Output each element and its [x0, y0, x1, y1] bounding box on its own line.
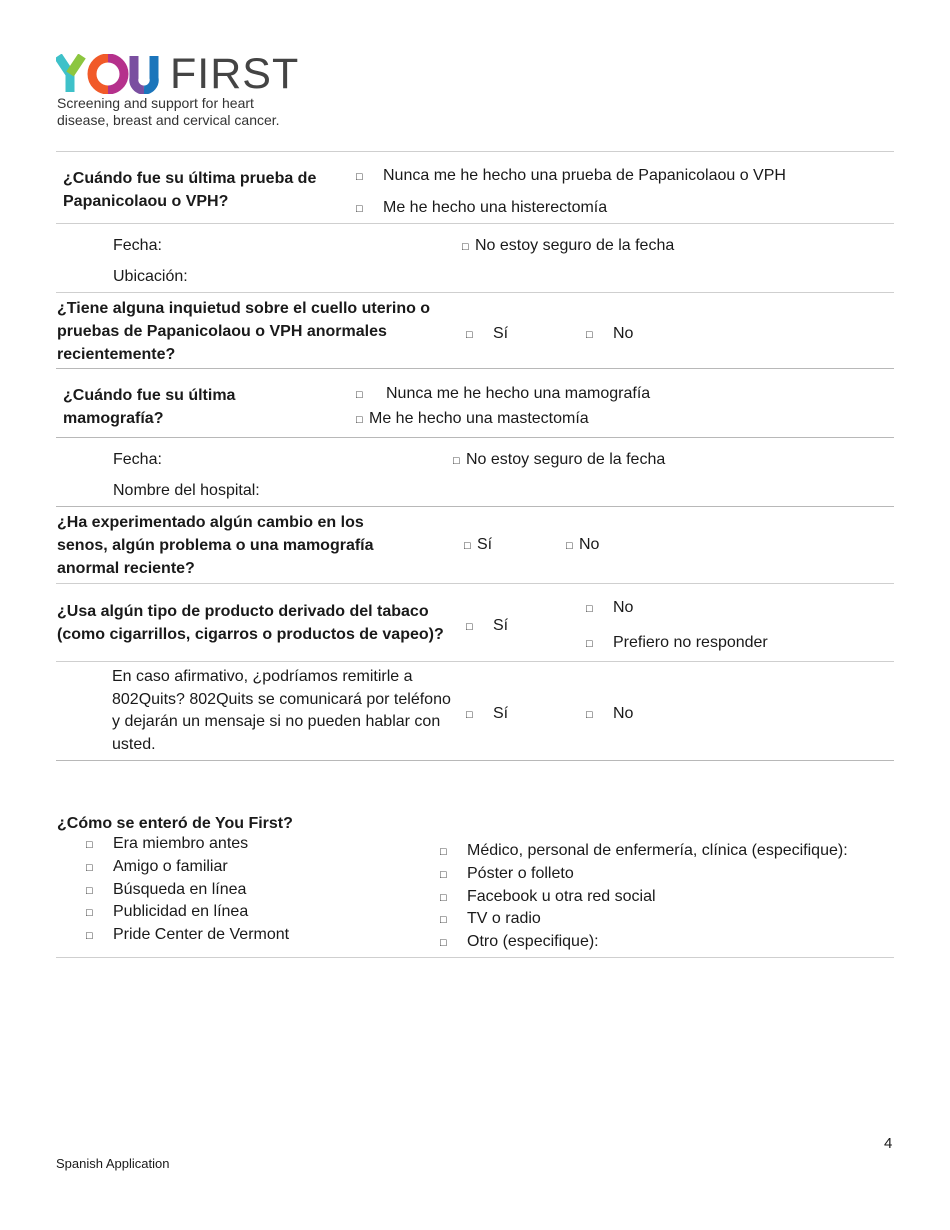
mammo-never-label: Nunca me he hecho una mamografía	[386, 385, 651, 402]
logo-o-left	[92, 58, 108, 90]
divider	[56, 292, 894, 293]
logo-y-left	[58, 56, 70, 92]
source-left-option-label: Pride Center de Vermont	[113, 926, 290, 944]
divider	[56, 437, 894, 438]
logo-y-right	[70, 56, 82, 74]
mammo-mastectomy-checkbox[interactable]: □	[356, 414, 363, 426]
cervix-concern-question: ¿Tiene alguna inquietud sobre el cuello uterino o pruebas de Papanicolaou o VPH anormales recientemente?	[57, 300, 431, 363]
source-left-option-label: Amigo o familiar	[113, 857, 228, 875]
source-right-option-label: Facebook u otra red social	[467, 887, 656, 905]
referral-yes-checkbox[interactable]: □	[466, 709, 473, 721]
referral-question: En caso afirmativo, ¿podríamos remitirle a 802Quits? 802Quits se comunicará por teléfono y dejarán un mensaje si no pueden hablar con usted.	[112, 668, 451, 754]
tobacco-yes-checkbox[interactable]: □	[466, 621, 473, 633]
pap-question: ¿Cuándo fue su última prueba de Papanicolaou o VPH?	[63, 170, 317, 210]
logo-u-right	[144, 56, 154, 90]
source-left-option-checkbox[interactable]: □	[86, 884, 93, 897]
mammo-hospital-label: Nombre del hospital:	[113, 482, 260, 499]
cervix-no-label: No	[613, 325, 634, 342]
breast-yes-label: Sí	[477, 536, 493, 553]
divider	[56, 583, 894, 584]
tobacco-yes-label: Sí	[493, 617, 509, 634]
source-left-option-checkbox[interactable]: □	[86, 930, 93, 943]
source-right-option-checkbox[interactable]: □	[440, 914, 447, 927]
source-right-option-label: Médico, personal de enfermería, clínica (especifique):	[467, 842, 848, 859]
source-right-option-checkbox[interactable]: □	[440, 891, 447, 904]
logo-u-left	[134, 56, 144, 90]
mammo-never-checkbox[interactable]: □	[356, 389, 363, 401]
mammo-unsure-date-checkbox[interactable]: □	[453, 455, 460, 467]
cervix-yes-label: Sí	[493, 325, 509, 342]
source-left-option-checkbox[interactable]: □	[86, 839, 93, 851]
pap-never-checkbox[interactable]: □	[356, 171, 363, 183]
tobacco-prefer-not-label: Prefiero no responder	[613, 634, 768, 651]
footer-label: Spanish Application	[56, 1156, 170, 1171]
breast-change-question: ¿Ha experimentado algún cambio en los senos, algún problema o una mamografía anormal reciente?	[57, 514, 374, 577]
pap-unsure-date-checkbox[interactable]: □	[462, 241, 469, 253]
logo-tagline-line2: disease, breast and cervical cancer.	[57, 112, 280, 128]
source-right-option-checkbox[interactable]: □	[440, 846, 447, 858]
mammo-question: ¿Cuándo fue su última mamografía?	[63, 387, 236, 427]
source-right-option-checkbox[interactable]: □	[440, 868, 447, 881]
breast-no-label: No	[579, 536, 600, 553]
source-right-option-label: Póster o folleto	[467, 864, 574, 882]
tobacco-question: ¿Usa algún tipo de producto derivado del tabaco (como cigarrillos, cigarros o productos de vapeo)?	[57, 603, 444, 643]
pap-location-label: Ubicación:	[113, 268, 188, 285]
divider	[56, 506, 894, 507]
source-left-option-label: Publicidad en línea	[113, 903, 249, 921]
divider	[56, 368, 894, 369]
logo-tagline-line1: Screening and support for heart	[57, 95, 254, 111]
referral-no-checkbox[interactable]: □	[586, 709, 593, 721]
page-number: 4	[884, 1135, 893, 1152]
source-right-option-label: Otro (especifique):	[467, 933, 599, 951]
divider	[56, 223, 894, 224]
source-left-option-checkbox[interactable]: □	[86, 861, 93, 874]
cervix-no-checkbox[interactable]: □	[586, 329, 593, 341]
referral-yes-label: Sí	[493, 705, 509, 722]
source-left-option-label: Era miembro antes	[113, 835, 249, 852]
mammo-unsure-date-label: No estoy seguro de la fecha	[466, 451, 666, 468]
pap-hysterectomy-label: Me he hecho una histerectomía	[383, 199, 608, 216]
pap-date-label: Fecha:	[113, 237, 162, 254]
breast-no-checkbox[interactable]: □	[566, 540, 573, 552]
logo-first-text: FIRST	[170, 50, 300, 98]
tobacco-no-checkbox[interactable]: □	[586, 603, 593, 615]
breast-yes-checkbox[interactable]: □	[464, 540, 471, 552]
logo-you-mark	[56, 54, 160, 94]
divider	[56, 760, 894, 761]
divider	[56, 957, 894, 958]
mammo-date-label: Fecha:	[113, 451, 162, 468]
tobacco-no-label: No	[613, 599, 634, 616]
pap-hysterectomy-checkbox[interactable]: □	[356, 203, 363, 215]
divider	[56, 151, 894, 152]
divider	[56, 661, 894, 662]
source-right-option-label: TV o radio	[467, 910, 541, 928]
pap-unsure-date-label: No estoy seguro de la fecha	[475, 237, 675, 254]
source-left-option-checkbox[interactable]: □	[86, 907, 93, 920]
source-right-option-checkbox[interactable]: □	[440, 937, 447, 950]
pap-never-label: Nunca me he hecho una prueba de Papanicolaou o VPH	[383, 167, 786, 184]
referral-no-label: No	[613, 705, 634, 722]
tobacco-prefer-not-checkbox[interactable]: □	[586, 638, 593, 650]
cervix-yes-checkbox[interactable]: □	[466, 329, 473, 341]
mammo-mastectomy-label: Me he hecho una mastectomía	[369, 410, 589, 427]
logo-o-right	[108, 58, 124, 90]
source-left-option-label: Búsqueda en línea	[113, 880, 247, 898]
source-question: ¿Cómo se enteró de You First?	[57, 815, 293, 832]
